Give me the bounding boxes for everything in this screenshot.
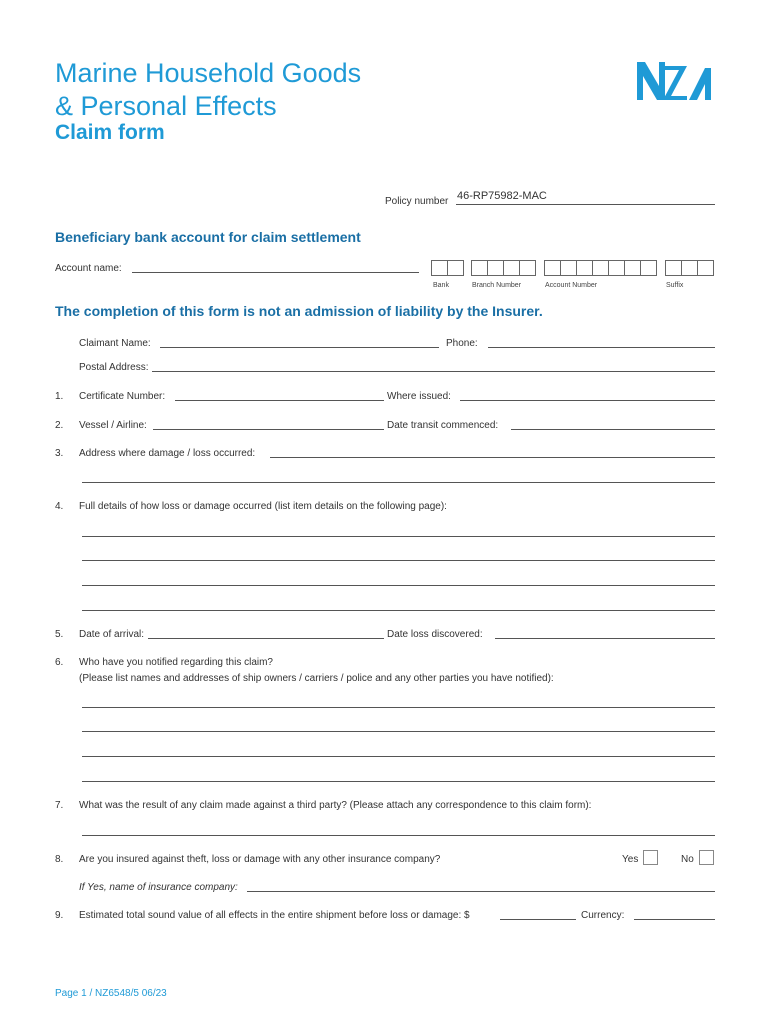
vessel-airline-label: Vessel / Airline: xyxy=(79,420,147,431)
date-transit-field[interactable] xyxy=(511,429,715,430)
sound-value-label: Estimated total sound value of all effects in the entire shipment before loss or damage: $ xyxy=(79,910,470,921)
bank-heading: Beneficiary bank account for claim settlement xyxy=(55,229,361,245)
certificate-number-field[interactable] xyxy=(175,400,384,401)
policy-number-value[interactable]: 46-RP75982-MAC xyxy=(457,190,547,202)
loss-details-label: Full details of how loss or damage occurred (list item details on the following page): xyxy=(79,501,447,512)
q4-number: 4. xyxy=(55,501,64,512)
phone-label: Phone: xyxy=(446,338,478,349)
yes-checkbox[interactable] xyxy=(643,850,658,865)
notified-line-4[interactable] xyxy=(82,781,715,782)
date-loss-discovered-label: Date loss discovered: xyxy=(387,629,483,640)
nzi-logo xyxy=(635,60,717,102)
third-party-label: What was the result of any claim made against a third party? (Please attach any correspondence to this claim form): xyxy=(79,800,592,811)
damage-address-field-2[interactable] xyxy=(82,482,715,483)
q6-number: 6. xyxy=(55,657,64,668)
currency-label: Currency: xyxy=(581,910,625,921)
vessel-airline-field[interactable] xyxy=(153,429,384,430)
damage-address-field[interactable] xyxy=(270,457,715,458)
form-title-line2: & Personal Effects xyxy=(55,91,277,121)
insurance-company-label: If Yes, name of insurance company: xyxy=(79,882,238,893)
yes-label: Yes xyxy=(622,854,639,865)
claimant-name-field[interactable] xyxy=(160,347,439,348)
q9-number: 9. xyxy=(55,910,64,921)
page-footer: Page 1 / NZ6548/5 06/23 xyxy=(55,988,167,999)
account-number-label: Account Number xyxy=(545,282,598,289)
loss-details-line-2[interactable] xyxy=(82,560,715,561)
notified-label: Who have you notified regarding this claim? xyxy=(79,657,273,668)
postal-address-field[interactable] xyxy=(152,371,715,372)
bank-code-boxes[interactable] xyxy=(431,260,464,276)
form-subtitle: Claim form xyxy=(55,121,165,144)
account-name-label: Account name: xyxy=(55,263,122,274)
q5-number: 5. xyxy=(55,629,64,640)
currency-field[interactable] xyxy=(634,919,715,920)
date-arrival-field[interactable] xyxy=(148,638,384,639)
q7-number: 7. xyxy=(55,800,64,811)
notified-sub-label: (Please list names and addresses of ship owners / carriers / police and any other parties you have notified): xyxy=(79,673,554,684)
insurance-company-field[interactable] xyxy=(247,891,715,892)
other-insurance-label: Are you insured against theft, loss or damage with any other insurance company? xyxy=(79,854,441,865)
suffix-label: Suffix xyxy=(666,282,684,289)
date-loss-discovered-field[interactable] xyxy=(495,638,715,639)
q1-number: 1. xyxy=(55,391,64,402)
third-party-line[interactable] xyxy=(82,835,715,836)
no-checkbox[interactable] xyxy=(699,850,714,865)
loss-details-line-4[interactable] xyxy=(82,610,715,611)
branch-label: Branch Number xyxy=(472,282,522,289)
date-transit-label: Date transit commenced: xyxy=(387,420,499,431)
loss-details-line-1[interactable] xyxy=(82,536,715,537)
damage-address-label: Address where damage / loss occurred: xyxy=(79,448,256,459)
no-label: No xyxy=(681,854,694,865)
policy-number-label: Policy number xyxy=(385,196,449,207)
suffix-boxes[interactable] xyxy=(665,260,714,276)
disclaimer: The completion of this form is not an admission of liability by the Insurer. xyxy=(55,303,543,319)
sound-value-field[interactable] xyxy=(500,919,576,920)
notified-line-1[interactable] xyxy=(82,707,715,708)
account-number-boxes[interactable] xyxy=(544,260,657,276)
bank-label: Bank xyxy=(433,282,449,289)
branch-number-boxes[interactable] xyxy=(471,260,536,276)
q8-number: 8. xyxy=(55,854,64,865)
date-arrival-label: Date of arrival: xyxy=(79,629,145,640)
notified-line-3[interactable] xyxy=(82,756,715,757)
q2-number: 2. xyxy=(55,420,64,431)
certificate-number-label: Certificate Number: xyxy=(79,391,166,402)
claimant-name-label: Claimant Name: xyxy=(79,338,151,349)
loss-details-line-3[interactable] xyxy=(82,585,715,586)
policy-number-line xyxy=(456,204,715,205)
phone-field[interactable] xyxy=(488,347,715,348)
notified-line-2[interactable] xyxy=(82,731,715,732)
q3-number: 3. xyxy=(55,448,64,459)
form-title-line1: Marine Household Goods xyxy=(55,58,362,88)
postal-address-label: Postal Address: xyxy=(79,362,149,373)
where-issued-label: Where issued: xyxy=(387,391,451,402)
where-issued-field[interactable] xyxy=(460,400,715,401)
account-name-field[interactable] xyxy=(132,272,419,273)
